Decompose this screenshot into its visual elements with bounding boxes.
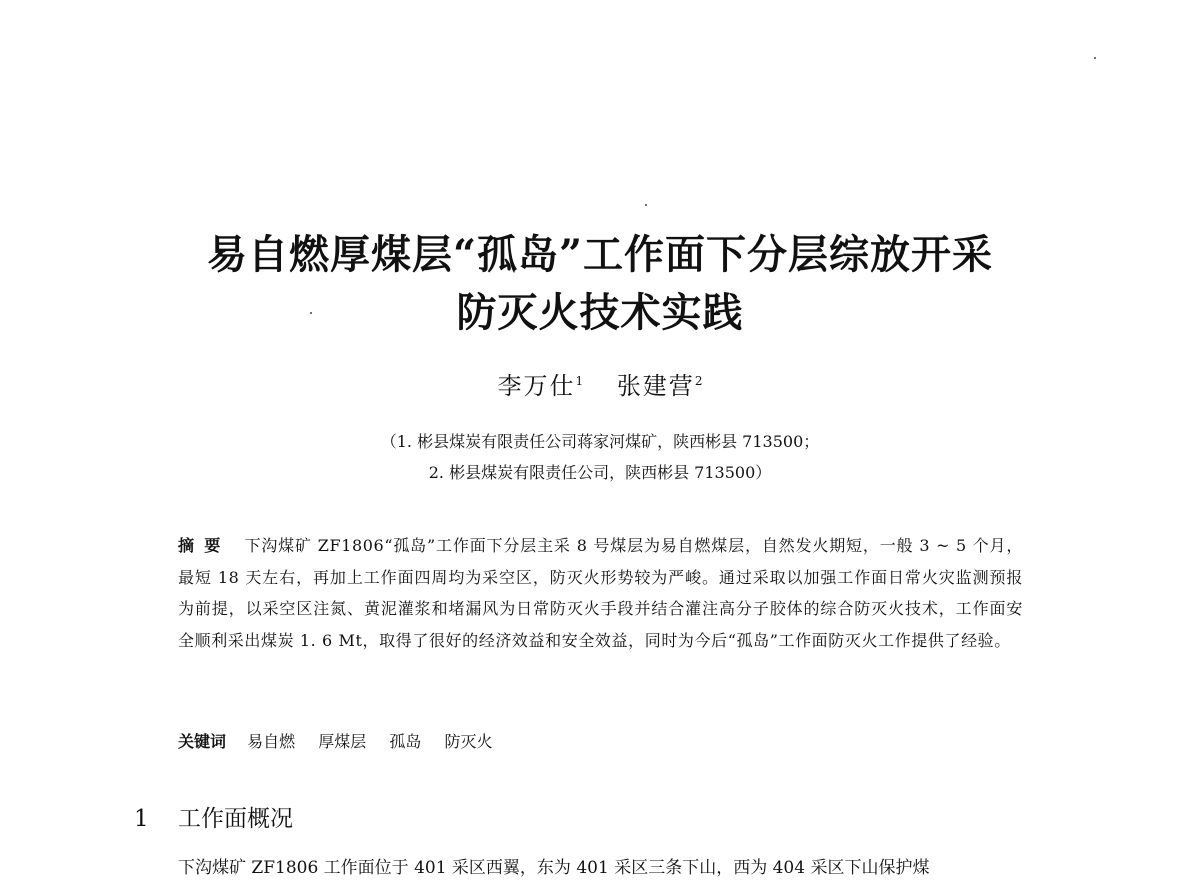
keyword: 孤岛 (389, 732, 422, 751)
paper-title (0, 226, 1200, 342)
affiliation-line-2: 2. 彬县煤炭有限责任公司，陕西彬县 713500） (428, 463, 772, 482)
keyword: 厚煤层 (318, 732, 367, 751)
scan-speck (1094, 57, 1096, 59)
scan-speck (645, 204, 647, 206)
title-line-1: 易自燃厚煤层“孤岛”工作面下分层综放开采 (206, 231, 993, 278)
author (617, 372, 703, 400)
author-affiliation-mark: 2 (694, 374, 703, 388)
section-number: 1 (134, 806, 149, 832)
keywords-label: 关键词 (178, 732, 227, 751)
affiliation-line-1: （1. 彬县煤炭有限责任公司蒋家河煤矿，陕西彬县 713500； (380, 432, 820, 451)
keyword: 防灭火 (444, 732, 493, 751)
author (498, 372, 584, 400)
keyword: 易自燃 (247, 732, 296, 751)
affiliations (0, 426, 1200, 488)
section-heading (134, 802, 293, 836)
title-line-2: 防灭火技术实践 (456, 289, 744, 336)
section-title: 工作面概况 (178, 806, 293, 832)
abstract (178, 530, 1023, 656)
author-name: 张建营 (616, 372, 695, 400)
abstract-text: 下沟煤矿 ZF1806“孤岛”工作面下分层主采 8 号煤层为易自燃煤层，自然发火期短，一般 3 ~ 5 个月，最短 18 天左右，再加上工作面四周均为采空区，防灭火形势较为严峻。通过采取以加强工作面日常火灾监测预报为前提，以采空区注氮、黄泥灌浆和堵漏风为日常防灭火手段并结合灌注高分子胶体的综合防灭火技术，工作面安全顺利采出煤炭 1. 6 Mt，取得了很好的经济效益和安全效益，同时为今后“孤岛”工作面防灭火工作提供了经验。 (178, 536, 1023, 650)
author-list (0, 364, 1200, 403)
keywords (178, 728, 1023, 756)
author-name: 李万仕 (497, 372, 576, 400)
author-affiliation-mark: 1 (575, 374, 584, 388)
abstract-label: 摘要 (178, 536, 231, 555)
body-text-line: 下沟煤矿 ZF1806 工作面位于 401 采区西翼，东为 401 采区三条下山，西为 404 采区下山保护煤 (178, 858, 930, 878)
